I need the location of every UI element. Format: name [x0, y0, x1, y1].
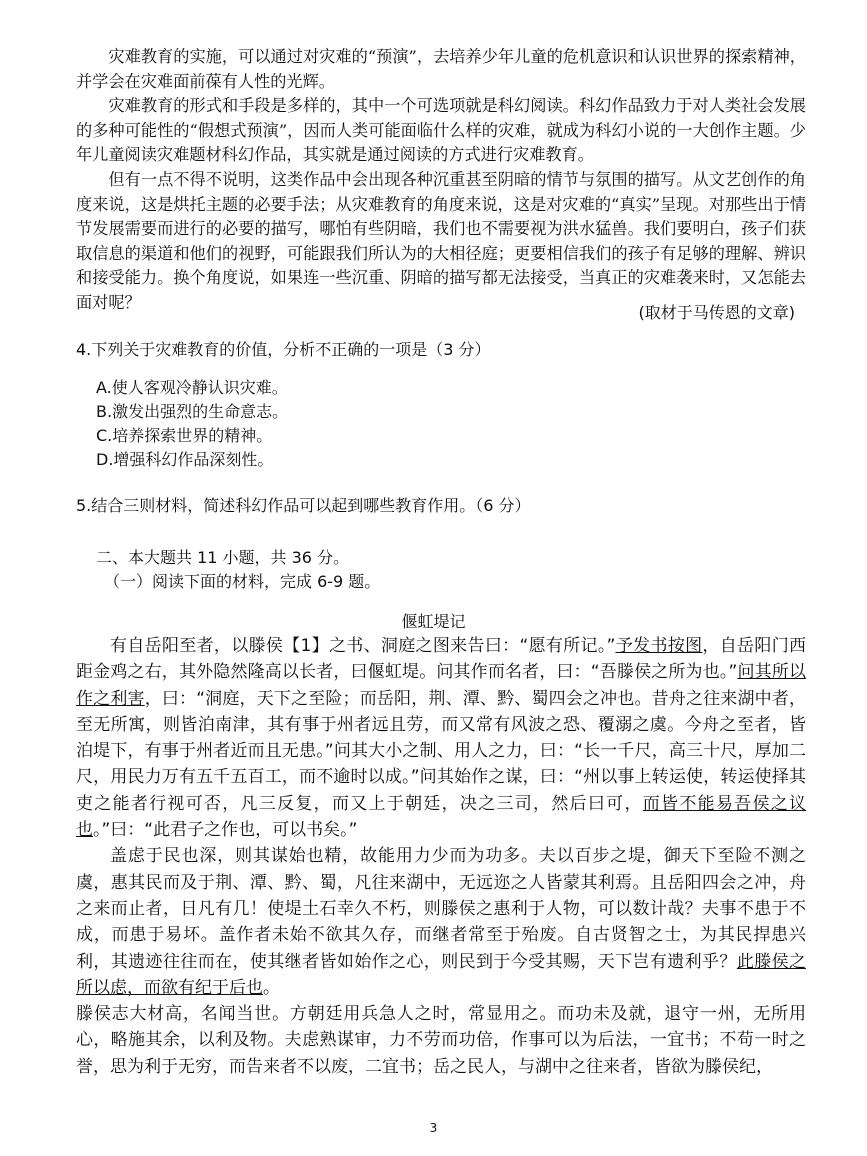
passage-text-segment: 。”曰：“此君子之作也，可以书矣。”	[93, 820, 358, 841]
passage-body	[76, 633, 806, 1080]
passage-text-segment: 。	[263, 977, 280, 998]
material3-text	[76, 45, 806, 316]
underlined-phrase: 问其所以作之利害	[76, 662, 806, 709]
option-d: D.增强科幻作品深刻性。	[96, 450, 274, 469]
passage-paragraph-1	[76, 633, 806, 843]
passage-text-segment: ，曰：“洞庭，天下之至险；而岳阳，荆、潭、黔、蜀四会之冲也。昔舟之往来湖中者，至无所寓，则皆泊南津，其有事于州者远且劳，而又常有风波之恐、覆溺之虞。今舟之至者，皆泊堤下，有事于州者近而且无患。”问其大小之制、用人之力，曰：“长一千尺，高三十尺，厚加二尺，用民力万有五千五百工，而不逾时以成。”问其始作之谋，曰：“州以事上转运使，转运使择其吏之能者行视可否，凡三反复，而又上于朝廷，决之三司，然后曰可，	[76, 688, 806, 814]
passage-text-segment: 有自岳阳至者，以滕侯【1】之书、洞庭之图来告曰：“愿有所记。”	[110, 636, 616, 656]
passage-title: 偃虹堤记	[401, 612, 466, 631]
passage-text-segment: ，自岳阳门西距金鸡之右，其外隐然隆高以长者，曰偃虹堤。问其作而名者，曰：“吾滕侯之所为也。”	[76, 636, 807, 683]
material3-paragraph-2: 灾难教育的形式和手段是多样的，其中一个可选项就是科幻阅读。科幻作品致力于对人类社会发展的多种可能性的“假想式预演”，因而人类可能面临什么样的灾难，就成为科幻小说的一大创作主题。少年儿童阅读灾难题材科幻作品，其实就是通过阅读的方式进行灾难教育。	[76, 96, 806, 165]
question-5-stem: 5.结合三则材料，简述科幻作品可以起到哪些教育作用。（6 分）	[76, 496, 531, 515]
section-2-heading: 二、本大题共 11 小题，共 36 分。	[96, 548, 350, 567]
underlined-phrase: 而皆不能易吾侯之议也	[76, 793, 807, 841]
option-a: A.使人客观冷静认识灾难。	[96, 378, 288, 397]
underlined-phrase: 予发书按图	[615, 636, 703, 656]
passage-paragraph-3: 滕侯志大材高，名闻当世。方朝廷用兵急人之时，常显用之。而功未及就，退守一州，无所用心，略施其余，以利及物。夫虑熟谋审，力不劳而功倍，作事可以为后法，一宜书；不苟一时之誉，思为利于无穷，而告来者不以废，二宜书；岳之民人，与湖中之往来者，皆欲为滕侯纪，	[76, 1004, 806, 1077]
material3-paragraph-1: 灾难教育的实施，可以通过对灾难的“预演”，去培养少年儿童的危机意识和认识世界的探索精神，并学会在灾难面前葆有人性的光辉。	[76, 47, 806, 91]
source-note: (取材于马传恩的文章)	[638, 303, 795, 322]
underlined-phrase: 此滕侯之所以虑，而欲有纪于后也	[76, 951, 806, 998]
passage-paragraph-2	[76, 843, 806, 1001]
question-4-options	[96, 376, 288, 472]
option-c: C.培养探索世界的精神。	[96, 426, 273, 445]
passage-text-segment: 盖虑于民也深，则其谋始也精，故能用力少而为功多。夫以百步之堤，御天下至险不测之虞，惠其民而及于荆、潭、黔、蜀，凡往来湖中，无远迩之人皆蒙其利焉。且岳阳四会之冲，舟之来而止者，日凡有几！使堤土石幸久不朽，则滕侯之惠利于人物，可以数计哉？夫事不患于不成，而患于易坏。盖作者未始不欲其久存，而继者常至于殆废。自古贤智之士，为其民捍患兴利，其遗迹往往而在，使其继者皆如始作之心，则民到于今受其赐，天下岂有遗利乎？	[76, 846, 806, 972]
page-number: 3	[429, 1121, 438, 1135]
question-4-stem: 4.下列关于灾难教育的价值，分析不正确的一项是（3 分）	[76, 340, 491, 359]
option-b: B.激发出强烈的生命意志。	[96, 402, 289, 421]
section-2-subheading: （一）阅读下面的材料，完成 6-9 题。	[104, 572, 381, 591]
material3-paragraph-3: 但有一点不得不说明，这类作品中会出现各种沉重甚至阴暗的情节与氛围的描写。从文艺创作的角度来说，这是烘托主题的必要手法；从灾难教育的角度来说，这是对灾难的“真实”呈现。对那些出于情节发展需要而进行的必要的描写，哪怕有些阴暗，我们也不需要视为洪水猛兽。我们要明白，孩子们获取信息的渠道和他们的视野，可能跟我们所认为的大相径庭；更要相信我们的孩子有足够的理解、辨识和接受能力。换个角度说，如果连一些沉重、阴暗的描写都无法接受，当真正的灾难袭来时，又怎能去面对呢？	[76, 169, 806, 312]
